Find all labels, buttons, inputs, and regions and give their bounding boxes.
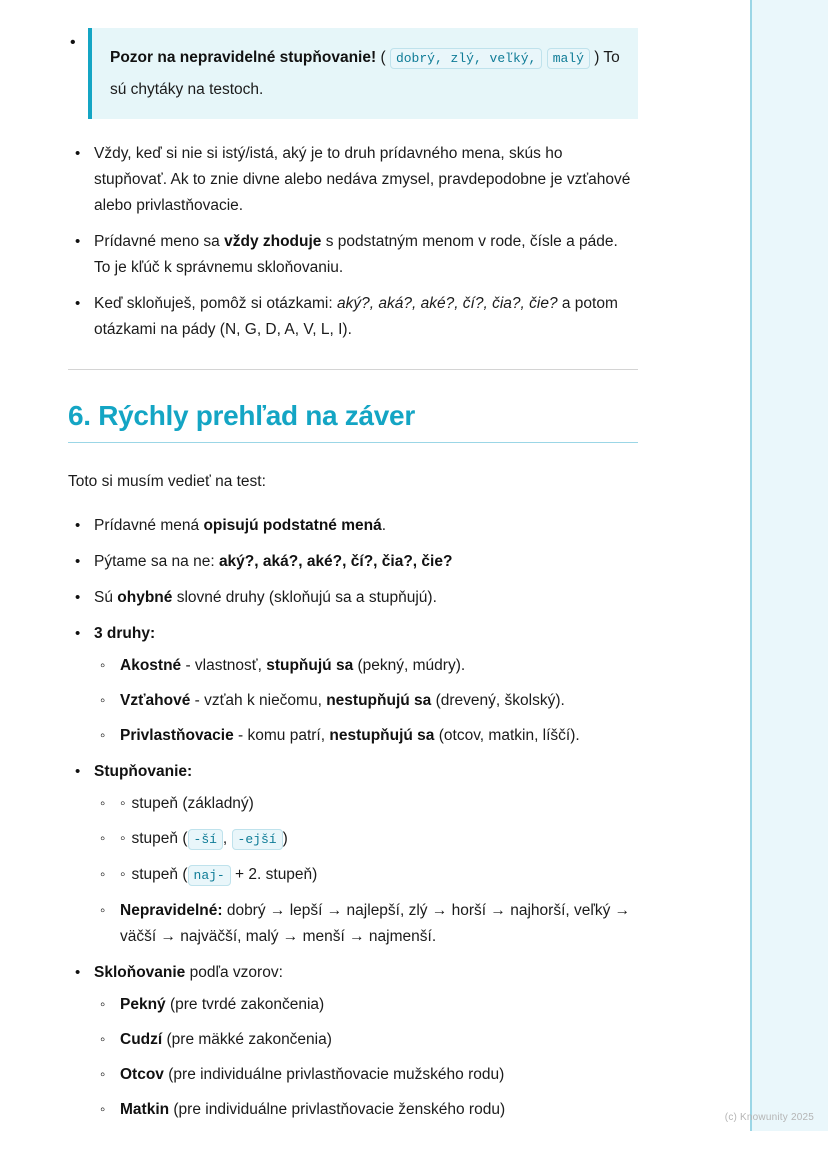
vzor-desc: (pre tvrdé zakončenia) <box>165 996 325 1013</box>
stupen-text: ) <box>282 830 288 847</box>
tip-text: Vždy, keď si nie si istý/istá, aký je to druh prídavného mena, skús ho stupňovať. Ak to znie divne alebo nedáva zmysel, pravdepodobne je vzťahové alebo privlastňovacie. <box>94 145 631 214</box>
vzor-desc: (pre individuálne privlastňovacie mužského rodu) <box>163 1066 505 1083</box>
vzor-name: Matkin <box>120 1101 170 1118</box>
tip-text: Keď skloňuješ, pomôž si otázkami: <box>94 295 337 312</box>
tip-text: a potom otázkami na pády (N, G, D, A, V, L, I). <box>94 295 618 338</box>
list-item <box>94 653 638 679</box>
warning-callout <box>88 28 638 119</box>
callout-bullet: • <box>70 34 76 51</box>
stupen-text: stupeň ( <box>131 866 188 883</box>
vzor-name: Pekný <box>120 996 166 1013</box>
druh-emphasis: nestupňujú sa <box>326 692 432 709</box>
copyright-footer: (c) Knowunity 2025 <box>724 1112 814 1123</box>
summary-text: . <box>381 517 387 534</box>
section-intro: Toto si musím vedieť na test: <box>68 473 266 490</box>
druh-name: Privlastňovacie <box>120 727 234 744</box>
document-content <box>68 28 638 1133</box>
callout-paren-close: ) <box>594 49 600 66</box>
sklonovanie-heading: Skloňovanie <box>94 964 186 981</box>
suffix-code-si: -ší <box>188 829 223 850</box>
druh-emphasis: nestupňujú sa <box>329 727 435 744</box>
code-separator: , <box>222 830 228 847</box>
sub-marker: ◦ <box>120 795 126 812</box>
list-item <box>68 549 638 575</box>
list-item-druhy <box>68 621 638 749</box>
summary-text: slovné druhy (skloňujú sa a stupňujú). <box>172 589 437 606</box>
stupnovanie-heading: Stupňovanie: <box>94 763 193 780</box>
page-title: 6. Rýchly prehľad na záver <box>68 400 638 443</box>
druh-text: - vzťah k niečomu, <box>190 692 327 709</box>
vzor-name: Cudzí <box>120 1031 163 1048</box>
right-decorative-panel <box>750 0 828 1131</box>
callout-lead: Pozor na nepravidelné stupňovanie! <box>110 49 377 66</box>
stupen-text: stupeň (základný) <box>131 795 254 812</box>
list-item <box>68 141 638 219</box>
callout-paren-open: ( <box>380 49 386 66</box>
tips-list <box>68 141 638 343</box>
section-divider <box>68 369 638 370</box>
list-item <box>68 229 638 281</box>
list-item <box>94 723 638 749</box>
prefix-code-naj: naj- <box>188 865 231 886</box>
callout-code-2: malý <box>547 48 590 69</box>
sub-marker: ◦ <box>120 866 126 883</box>
sub-marker: ◦ <box>120 830 126 847</box>
list-item <box>68 585 638 611</box>
druh-text: - vlastnosť, <box>181 657 267 674</box>
callout-tail: To sú chytáky na testoch. <box>110 49 620 98</box>
tip-text: Prídavné meno sa <box>94 233 225 250</box>
tip-questions: aký?, aká?, aké?, čí?, čia?, čie? <box>337 295 558 312</box>
druh-text: (otcov, matkin, líščí). <box>434 727 580 744</box>
vzor-desc: (pre mäkké zakončenia) <box>162 1031 332 1048</box>
suffix-code-ejsi: -ejší <box>232 829 283 850</box>
druh-emphasis: stupňujú sa <box>266 657 354 674</box>
list-item <box>94 862 638 889</box>
list-item <box>68 513 638 539</box>
summary-emphasis: ohybné <box>117 589 173 606</box>
list-item <box>94 791 638 817</box>
callout-row <box>68 28 638 119</box>
summary-questions: aký?, aká?, aké?, čí?, čia?, čie? <box>218 553 453 570</box>
summary-text: Pýtame sa na ne: <box>94 553 219 570</box>
list-item <box>94 1062 638 1088</box>
list-item <box>94 1027 638 1053</box>
list-item-stupnovanie <box>68 759 638 950</box>
sklonovanie-list <box>94 992 638 1123</box>
tip-emphasis: vždy zhoduje <box>224 233 322 250</box>
vzor-desc: (pre individuálne privlastňovacie ženského rodu) <box>169 1101 506 1118</box>
list-item <box>68 291 638 343</box>
stupnovanie-list <box>94 791 638 950</box>
druh-name: Vzťahové <box>120 692 191 709</box>
druhy-list <box>94 653 638 749</box>
summary-text: Prídavné mená <box>94 517 204 534</box>
stupen-text: stupeň ( <box>131 830 188 847</box>
druh-text: (pekný, múdry). <box>353 657 466 674</box>
druh-name: Akostné <box>120 657 182 674</box>
druhy-heading: 3 druhy: <box>94 625 156 642</box>
summary-emphasis: opisujú podstatné mená <box>203 517 382 534</box>
stupen-text: + 2. stupeň) <box>230 866 318 883</box>
list-item-sklonovanie <box>68 960 638 1123</box>
summary-text: Sú <box>94 589 118 606</box>
list-item <box>94 688 638 714</box>
druh-text: (drevený, školský). <box>431 692 565 709</box>
vzor-name: Otcov <box>120 1066 164 1083</box>
list-item <box>94 992 638 1018</box>
summary-list <box>68 513 638 1123</box>
sklonovanie-heading-rest: podľa vzorov: <box>185 964 283 981</box>
list-item <box>94 1097 638 1123</box>
tip-text: s podstatným menom v rode, čísle a páde. To je kľúč k správnemu skloňovaniu. <box>94 233 618 276</box>
druh-text: - komu patrí, <box>233 727 330 744</box>
list-item <box>94 826 638 853</box>
list-item <box>94 898 638 950</box>
irregular-label: Nepravidelné: <box>120 902 223 919</box>
callout-code-1: dobrý, zlý, veľký, <box>390 48 542 69</box>
irregular-text: dobrý → lepší → najlepší, zlý → horší → najhorší, veľký → väčší → najväčší, malý → menší → najmenší. <box>120 902 631 945</box>
